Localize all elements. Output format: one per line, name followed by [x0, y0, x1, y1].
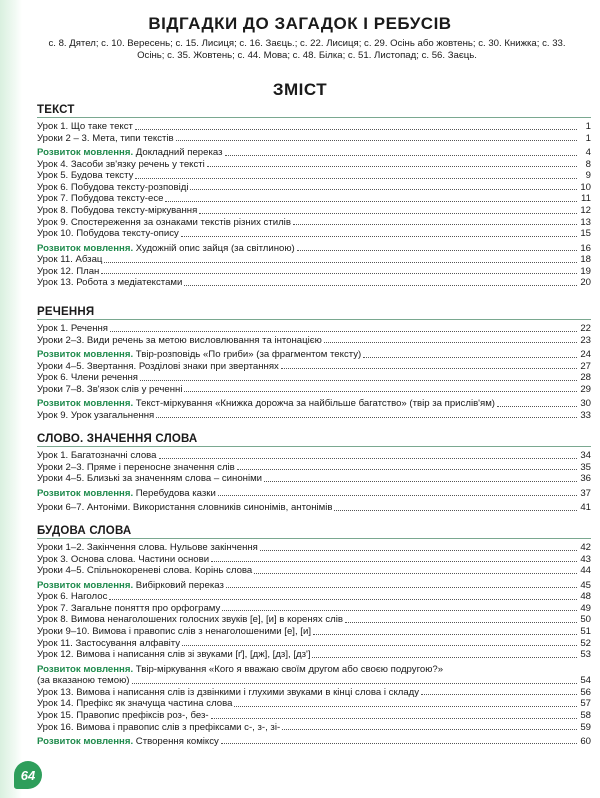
toc-entry-title: [37, 170, 133, 182]
toc-entry-title: [37, 698, 232, 710]
toc-entry-text: Урок 8. Вимова ненаголошених голосних звуків [е], [и] в коренях слів: [37, 614, 343, 626]
toc-entry-title: [37, 228, 179, 240]
section-heading: СЛОВО. ЗНАЧЕННЯ СЛОВА: [37, 432, 591, 447]
toc-entry-text: Уроки 1–2. Закінчення слова. Нульове закінчення: [37, 542, 258, 553]
toc-entry-title: [37, 473, 262, 485]
toc-entry[interactable]: [37, 687, 591, 699]
toc-entry-page: 16: [580, 242, 591, 254]
toc-entry[interactable]: [37, 638, 591, 650]
speech-development-label: Розвиток мовлення.: [37, 398, 134, 410]
dot-leader: [221, 743, 577, 744]
toc-entry-text: Урок 1. Що таке текст: [37, 121, 133, 132]
toc-entry[interactable]: [37, 488, 591, 500]
dot-leader: [135, 178, 577, 179]
toc-entry-page: 43: [580, 553, 591, 565]
toc-entry[interactable]: [37, 147, 591, 159]
toc-entry[interactable]: [37, 664, 591, 676]
toc-entry-title: [37, 664, 443, 676]
toc-entry-text: Урок 1. Речення: [37, 323, 108, 334]
toc-entry-page: 57: [580, 698, 591, 710]
toc-entry-title: [37, 243, 295, 255]
dot-leader: [104, 262, 577, 263]
dot-leader: [260, 550, 577, 551]
toc-entry-text: Уроки 4–5. Звертання. Розділові знаки при звертаннях: [37, 360, 279, 372]
toc-entry[interactable]: [37, 335, 591, 347]
toc-title: ЗМІСТ: [272, 80, 328, 99]
toc-entry-title: [37, 554, 209, 566]
toc-entry-text: Урок 6. Члени речення: [37, 372, 138, 384]
toc-entry-text: Урок 8. Побудова тексту-міркування: [37, 204, 198, 216]
toc-entry[interactable]: [37, 710, 591, 722]
dot-leader: [182, 645, 577, 646]
toc-entry-title: [37, 266, 99, 278]
dot-leader: [497, 406, 577, 407]
toc-entry-title: [37, 133, 174, 145]
toc-entry-page: 37: [580, 487, 591, 499]
toc-entry[interactable]: [37, 193, 591, 205]
dot-leader: [313, 634, 577, 635]
toc-entry-page: 12: [580, 204, 591, 216]
toc-entry[interactable]: [37, 254, 591, 266]
toc-entry[interactable]: [37, 205, 591, 217]
toc-entry-page: 54: [580, 675, 591, 687]
toc-entry[interactable]: [37, 349, 591, 361]
toc-entry-title: [37, 542, 258, 554]
toc-entry[interactable]: [37, 626, 591, 638]
dot-leader: [421, 694, 577, 695]
toc-entry-page: 45: [580, 579, 591, 591]
toc-entry-title: [37, 462, 235, 474]
toc-entry-text: Уроки 2–3. Види речень за метою висловлювання та інтонацією: [37, 334, 322, 346]
toc-entry-text: Урок 12. Вимова і написання слів зі звуками [ґ], [дж], [дз], [дз']: [37, 649, 311, 661]
section-heading: РЕЧЕННЯ: [37, 305, 591, 320]
dot-leader: [165, 201, 577, 202]
toc-entry-text: Уроки 6–7. Антоніми. Використання словників синонімів, антонімів: [37, 501, 333, 513]
answers-text: с. 8. Дятел; с. 10. Вересень; с. 15. Лисиця; с. 16. Заєць.; с. 22. Лисиця; с. 29. Осінь або жовтень; с. 30. Книжка; с. 33. Осінь; с. 35. Жовтень; с. 44. Мова; с. 48. Білка; с. 51. Листопад; с. 56. Заєць.: [48, 38, 566, 61]
toc-entry-text: Створення коміксу: [133, 735, 219, 747]
toc-entry[interactable]: [37, 372, 591, 384]
dot-leader: [184, 285, 577, 286]
toc-entry-title: [37, 649, 310, 661]
toc-entry[interactable]: [37, 722, 591, 734]
dot-leader: [334, 510, 577, 511]
toc-entry-text: Урок 6. Наголос: [37, 591, 108, 603]
toc-entry-text: Уроки 4–5. Спільнокореневі слова. Корінь слова: [37, 565, 253, 577]
toc-entry-page: 30: [580, 398, 591, 410]
toc-entry-title: [37, 193, 163, 205]
toc-entry-title: [37, 217, 291, 229]
dot-leader: [159, 458, 578, 459]
toc-entry[interactable]: [37, 736, 591, 748]
dot-leader: [282, 729, 577, 730]
speech-development-label: Розвиток мовлення.: [37, 242, 134, 254]
toc-entry[interactable]: [37, 450, 591, 462]
toc-entry-page: 27: [580, 360, 591, 372]
toc-entry-page: 15: [580, 228, 591, 240]
dot-leader: [109, 599, 577, 600]
page-number-badge: 64: [14, 761, 42, 789]
toc-entry-title: [37, 277, 182, 289]
toc-entry-text: Урок 7. Загальне поняття про орфограму: [37, 602, 221, 614]
toc-entry-page: 58: [580, 709, 591, 721]
toc-section: [37, 305, 591, 421]
toc-entry-title: [37, 361, 279, 373]
toc-entry-title: [37, 626, 311, 638]
toc-entry[interactable]: [37, 228, 591, 240]
dot-leader: [140, 380, 577, 381]
dot-leader: [225, 155, 578, 156]
toc-entry-page: 35: [580, 461, 591, 473]
dot-leader: [211, 561, 577, 562]
toc-entry-text: Урок 12. План: [37, 265, 100, 277]
toc-entry-title: [37, 675, 130, 687]
toc-entry-page: 60: [580, 735, 591, 747]
toc-entry-title: [37, 410, 154, 422]
speech-development-label: Розвиток мовлення.: [37, 348, 134, 360]
toc-entry[interactable]: [37, 614, 591, 626]
dot-leader: [176, 140, 577, 141]
toc-entry-title: [37, 591, 107, 603]
toc-entry-page: 51: [580, 625, 591, 637]
toc-entry-text: Уроки 7–8. Зв'язок слів у реченні: [37, 383, 183, 395]
toc-entry-text: Урок 1. Багатозначні слова: [37, 450, 157, 461]
dot-leader: [132, 683, 578, 684]
toc-entry-page: 41: [580, 501, 591, 513]
toc-entry-title: [37, 614, 343, 626]
dot-leader: [101, 273, 577, 274]
section-heading: БУДОВА СЛОВА: [37, 524, 591, 539]
toc-entry-title: [37, 254, 102, 266]
toc-entry-title: [37, 565, 252, 577]
toc-entry-page: 9: [585, 170, 591, 182]
toc-entry[interactable]: [37, 266, 591, 278]
toc-entry-text: Урок 4. Засоби зв'язку речень у тексті: [37, 158, 205, 170]
toc-entry-title: [37, 488, 216, 500]
toc-section: [37, 103, 591, 289]
toc-section: [37, 432, 591, 514]
dot-leader: [293, 224, 577, 225]
toc-entry-page: 11: [581, 193, 591, 205]
toc-entry-text: Урок 10. Побудова тексту-опису: [37, 228, 179, 240]
toc-entry-text: Твір-розповідь «По гриби» (за фрагментом тексту): [133, 348, 362, 360]
toc-entry-title: [37, 603, 220, 615]
toc-entry-text: Урок 11. Абзац: [37, 254, 103, 266]
toc-entry-title: [37, 205, 197, 217]
toc-entry[interactable]: [37, 473, 591, 485]
toc-entry[interactable]: [37, 384, 591, 396]
toc-entry-text: Урок 13. Робота з медіатекстами: [37, 277, 183, 289]
toc-entry-title: [37, 502, 332, 514]
dot-leader: [237, 469, 577, 470]
toc-entry-text: Урок 9. Спостереження за ознаками текстів різних стилів: [37, 216, 291, 228]
toc-entry-page: 4: [585, 146, 591, 158]
dot-leader: [222, 610, 577, 611]
left-color-band: [0, 0, 22, 798]
toc-entry-text: Урок 13. Вимова і написання слів із дзвінкими і глухими звуками в кінці слова і складу: [37, 686, 420, 698]
answers-title: ВІДГАДКИ ДО ЗАГАДОК І РЕБУСІВ: [148, 14, 452, 33]
toc-entry[interactable]: [37, 675, 591, 687]
toc-entry-text: Урок 14. Префікс як значуща частина слова: [37, 698, 233, 710]
toc-entry-title: [37, 580, 224, 592]
speech-development-label: Розвиток мовлення.: [37, 487, 134, 499]
toc-entry[interactable]: [37, 554, 591, 566]
toc-entry-page: 13: [580, 216, 591, 228]
speech-development-label: Розвиток мовлення.: [37, 146, 134, 158]
toc-entry-page: 34: [580, 450, 591, 461]
toc-entry-title: [37, 722, 280, 734]
toc-entry[interactable]: [37, 410, 591, 422]
toc-entry-text: Урок 15. Правопис префіксів роз-, без-: [37, 709, 209, 721]
toc-entry-page: 29: [580, 383, 591, 395]
toc-entry[interactable]: [37, 603, 591, 615]
toc-entry-title: [37, 372, 138, 384]
dot-leader: [345, 622, 577, 623]
toc-entry-page: 50: [580, 614, 591, 626]
toc-entry-text: (за вказаною темою): [37, 675, 130, 687]
dot-leader: [156, 417, 577, 418]
toc-entry-title: [37, 147, 223, 159]
toc-entry-page: 28: [580, 372, 591, 384]
toc-entry-page: 8: [585, 158, 591, 170]
toc-entry[interactable]: [37, 591, 591, 603]
speech-development-label: Розвиток мовлення.: [37, 663, 134, 675]
toc-entry-page: 33: [580, 409, 591, 421]
dot-leader: [207, 166, 577, 167]
toc-entry-text: Урок 11. Застосування алфавіту: [37, 637, 181, 649]
toc-entry-text: Перебудова казки: [133, 487, 216, 499]
dot-leader: [254, 573, 577, 574]
toc-entry[interactable]: [37, 698, 591, 710]
toc-entry[interactable]: [37, 542, 591, 554]
dot-leader: [297, 250, 577, 251]
toc-entry-text: Урок 16. Вимова і правопис слів з префіксами с-, з-, зі-: [37, 721, 281, 733]
toc-entry[interactable]: [37, 217, 591, 229]
toc-entry-page: 52: [580, 637, 591, 649]
toc-entry-page: 53: [580, 649, 591, 661]
toc-entry[interactable]: [37, 170, 591, 182]
toc-entry-page: 18: [580, 254, 591, 266]
toc-entry[interactable]: [37, 361, 591, 373]
toc-entry-title: [37, 335, 322, 347]
toc-entry-text: Твір-міркування «Кого я вважаю своїм другом або своєю подругою?»: [133, 663, 444, 675]
toc-entry-text: Художній опис зайця (за світлиною): [133, 242, 295, 254]
toc-entry-title: [37, 349, 361, 361]
dot-leader: [135, 129, 577, 130]
toc-entry[interactable]: [37, 182, 591, 194]
toc-entry-page: 24: [580, 348, 591, 360]
toc-entry-title: [37, 121, 133, 133]
toc-entry-page: 20: [580, 277, 591, 289]
toc-entry[interactable]: [37, 565, 591, 577]
toc-entry-text: Урок 7. Побудова тексту-есе: [37, 193, 164, 205]
toc-entry-text: Урок 5. Будова тексту: [37, 170, 134, 182]
toc-entry-page: 1: [585, 132, 591, 144]
toc-entry-text: Уроки 4–5. Близькі за значенням слова – синоніми: [37, 473, 263, 485]
toc-entry[interactable]: [37, 649, 591, 661]
toc-entry-title: [37, 736, 219, 748]
toc-section: [37, 524, 591, 747]
dot-leader: [181, 236, 577, 237]
dot-leader: [199, 213, 577, 214]
speech-development-label: Розвиток мовлення.: [37, 579, 134, 591]
dot-leader: [264, 481, 577, 482]
section-heading: ТЕКСТ: [37, 103, 591, 118]
toc-entry-text: Уроки 2–3. Пряме і переносне значення слів: [37, 461, 235, 473]
toc-entry-title: [37, 182, 188, 194]
dot-leader: [234, 706, 577, 707]
dot-leader: [312, 657, 577, 658]
toc-entry[interactable]: [37, 580, 591, 592]
toc-entry-page: 22: [580, 323, 591, 334]
toc-entry-page: 56: [580, 686, 591, 698]
toc-entry-title: [37, 323, 108, 335]
toc-entry-page: 36: [580, 473, 591, 485]
toc-entry[interactable]: [37, 502, 591, 514]
toc-entry-title: [37, 159, 205, 171]
toc-entry-page: 10: [580, 181, 591, 193]
toc-entry[interactable]: [37, 159, 591, 171]
toc-entry-title: [37, 710, 209, 722]
toc-entry-page: 23: [580, 334, 591, 346]
toc-entry-text: Текст-міркування «Книжка дорожча за найбільше багатство» (твір за прислів'ям): [133, 398, 495, 410]
toc-entry-page: 49: [580, 602, 591, 614]
dot-leader: [281, 368, 577, 369]
toc-entry[interactable]: [37, 133, 591, 145]
dot-leader: [190, 189, 577, 190]
toc-entry-title: [37, 384, 182, 396]
toc-entry-page: 44: [580, 565, 591, 577]
dot-leader: [110, 331, 577, 332]
toc-entry-text: Вибірковий переказ: [133, 579, 224, 591]
dot-leader: [184, 391, 577, 392]
toc-entry-page: 1: [585, 121, 591, 132]
dot-leader: [363, 357, 577, 358]
toc-entry[interactable]: [37, 277, 591, 289]
toc-entry-page: 42: [580, 542, 591, 553]
dot-leader: [218, 495, 577, 496]
toc-entry[interactable]: [37, 121, 591, 133]
toc-entry[interactable]: [37, 398, 591, 410]
toc-entry-title: [37, 450, 157, 462]
toc-entry[interactable]: [37, 243, 591, 255]
dot-leader: [226, 587, 577, 588]
toc-entry[interactable]: [37, 462, 591, 474]
dot-leader: [324, 342, 577, 343]
toc-entry-title: [37, 687, 419, 699]
toc-entry[interactable]: [37, 323, 591, 335]
toc-entry-text: Урок 6. Побудова тексту-розповіді: [37, 181, 189, 193]
toc-entry-text: Урок 3. Основа слова. Частини основи: [37, 553, 210, 565]
toc-entry-text: Уроки 2 – 3. Мета, типи текстів: [37, 132, 174, 144]
toc-entry-title: [37, 398, 495, 410]
toc-entry-page: 19: [580, 265, 591, 277]
toc-entry-page: 59: [580, 721, 591, 733]
toc-entry-text: Урок 9. Урок узагальнення: [37, 409, 155, 421]
toc-entry-title: [37, 638, 180, 650]
toc-entry-page: 48: [580, 591, 591, 603]
toc-entry-text: Уроки 9–10. Вимова і правопис слів з ненаголошеними [е], [и]: [37, 625, 311, 637]
toc-entry-text: Докладний переказ: [133, 146, 223, 158]
dot-leader: [211, 718, 577, 719]
speech-development-label: Розвиток мовлення.: [37, 735, 134, 747]
